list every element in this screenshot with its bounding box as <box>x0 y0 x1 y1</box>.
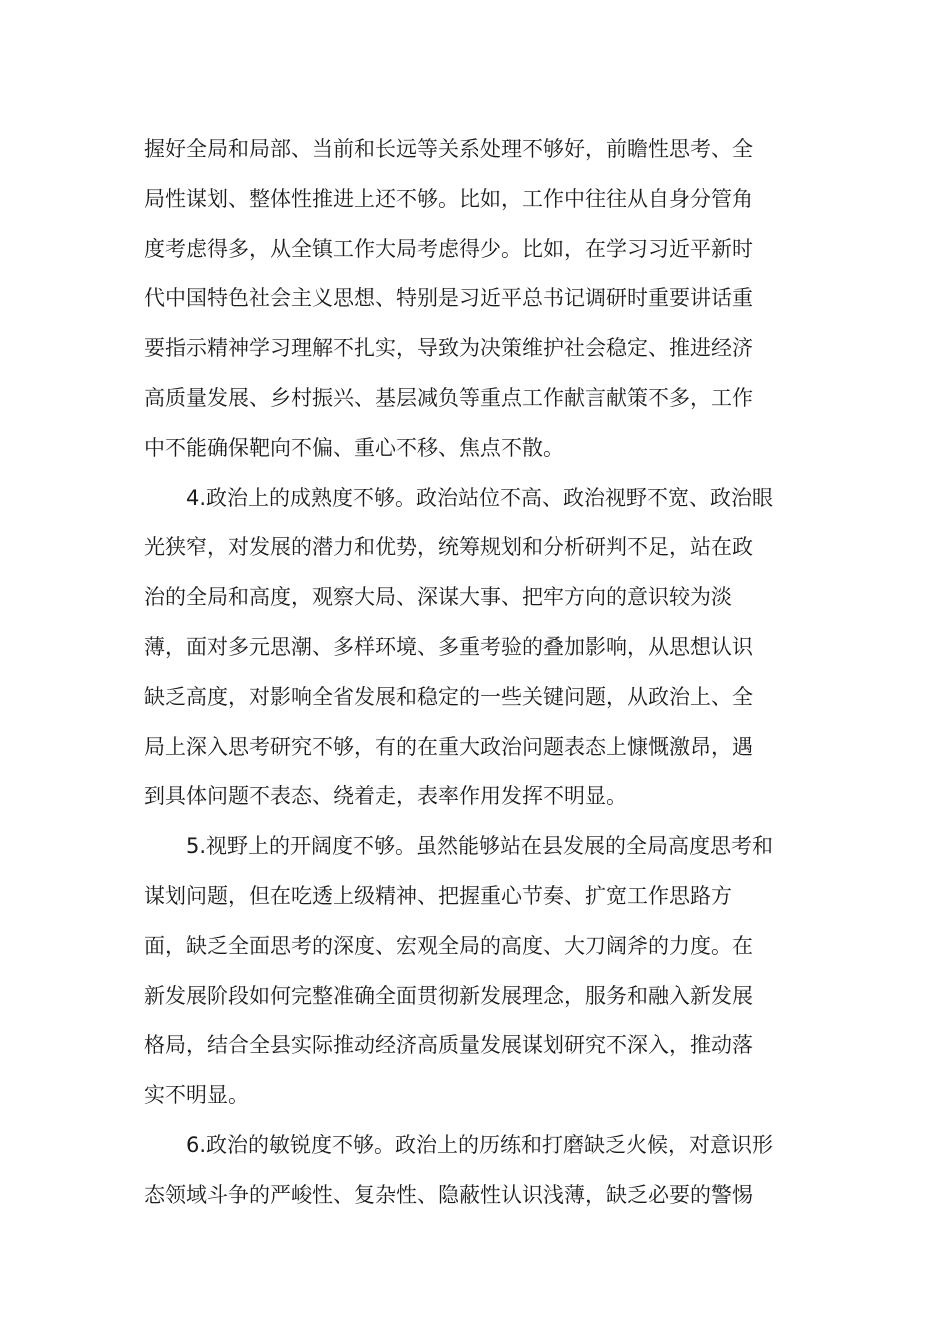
paragraph-3 <box>144 822 809 1121</box>
text-line: 实不明显。 <box>144 1083 249 1108</box>
text-line: 缺乏高度，对影响全省发展和稳定的一些关键问题，从政治上、全 <box>144 684 753 709</box>
text-line: 光狭窄，对发展的潜力和优势，统筹规划和分析研判不足，站在政 <box>144 535 753 560</box>
text-line: 薄，面对多元思潮、多样环境、多重考验的叠加影响，从思想认识 <box>144 634 753 659</box>
paragraph-2 <box>144 474 809 823</box>
text-line: 治的全局和高度，观察大局、深谋大事、把牢方向的意识较为淡 <box>144 585 732 610</box>
text-line: 度考虑得多，从全镇工作大局考虑得少。比如，在学习习近平新时 <box>144 236 753 261</box>
text-line: 高质量发展、乡村振兴、基层减负等重点工作献言献策不多，工作 <box>144 385 753 410</box>
document-body <box>144 125 809 1221</box>
text-line: 5.视野上的开阔度不够。虽然能够站在县发展的全局高度思考和 <box>186 834 774 859</box>
text-line: 态领域斗争的严峻性、复杂性、隐蔽性认识浅薄，缺乏必要的警惕 <box>144 1182 753 1207</box>
text-line: 面，缺乏全面思考的深度、宏观全局的高度、大刀阔斧的力度。在 <box>144 933 753 958</box>
text-line: 6.政治的敏锐度不够。政治上的历练和打磨缺乏火候，对意识形 <box>186 1132 774 1157</box>
text-line: 4.政治上的成熟度不够。政治站位不高、政治视野不宽、政治眼 <box>186 485 774 510</box>
text-line: 握好全局和局部、当前和长远等关系处理不够好，前瞻性思考、全 <box>144 137 753 161</box>
text-line: 代中国特色社会主义思想、特别是习近平总书记调研时重要讲话重 <box>144 286 753 311</box>
text-line: 局上深入思考研究不够，有的在重大政治问题表态上慷慨激昂，遇 <box>144 734 753 759</box>
text-line: 谋划问题，但在吃透上级精神、把握重心节奏、扩宽工作思路方 <box>144 883 732 908</box>
text-line: 新发展阶段如何完整准确全面贯彻新发展理念，服务和融入新发展 <box>144 983 753 1008</box>
text-line: 局性谋划、整体性推进上还不够。比如，工作中往往从自身分管角 <box>144 186 753 211</box>
text-line: 格局，结合全县实际推动经济高质量发展谋划研究不深入，推动落 <box>144 1033 753 1058</box>
text-line: 到具体问题不表态、绕着走，表率作用发挥不明显。 <box>144 784 627 809</box>
text-line: 要指示精神学习理解不扎实，导致为决策维护社会稳定、推进经济 <box>144 336 753 361</box>
paragraph-4 <box>144 1121 809 1221</box>
text-line: 中不能确保靶向不偏、重心不移、焦点不散。 <box>144 435 564 460</box>
paragraph-1 <box>144 125 809 474</box>
